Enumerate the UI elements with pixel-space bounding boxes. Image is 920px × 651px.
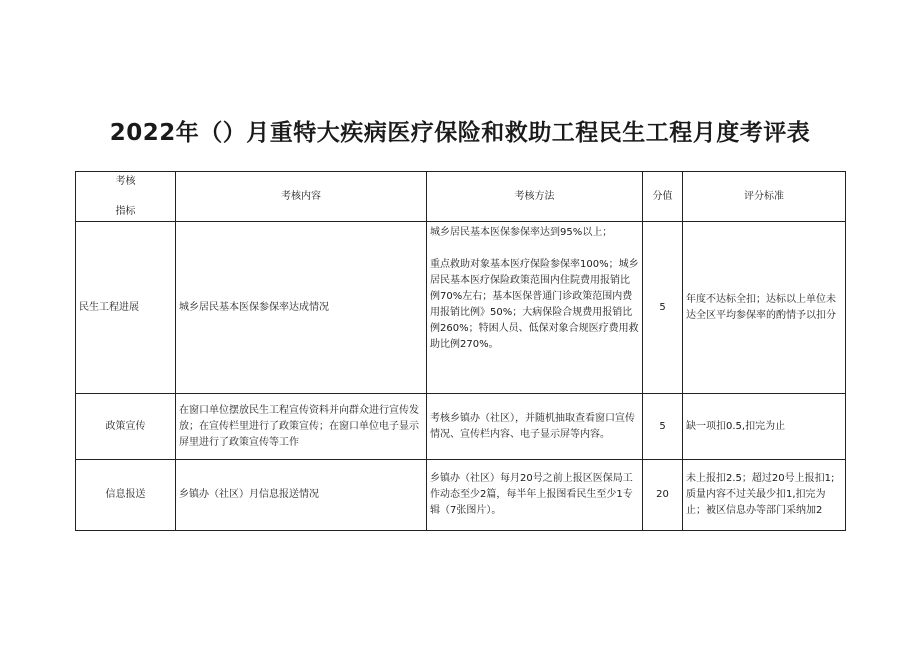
row-content: 城乡居民基本医保参保率达成情况 [176, 222, 427, 394]
header-method: 考核方法 [427, 172, 643, 222]
row-criteria: 年度不达标全扣；达标以上单位未达全区平均参保率的酌情予以扣分 [683, 222, 846, 394]
row-criteria: 未上报扣2.5；超过20号上报扣1;质量内容不过关最少扣1,扣完为止；被区信息办等部门采纳加2 [683, 460, 846, 531]
row-indicator: 民生工程进展 [76, 222, 176, 394]
row-method: 城乡居民基本医保参保率达到95%以上； 重点救助对象基本医疗保险参保率100%；城乡居民基本医疗保险政策范围内住院费用报销比例70%左右；基本医保普通门诊政策范围内费用报销比例》50%；大病保险合规费用报销比例260%；特困人员、低保对象合规医疗费用救助比例270%。 [427, 222, 643, 394]
table-row [76, 394, 846, 460]
row-indicator: 信息报送 [76, 460, 176, 531]
header-score: 分值 [643, 172, 683, 222]
row-content: 在窗口单位摆放民生工程宣传资料并向群众进行宣传发放；在宣传栏里进行了政策宣传；在窗口单位电子显示屏里进行了政策宣传等工作 [176, 394, 427, 460]
table-row [76, 460, 846, 531]
header-indicator-line1: 考核 [115, 175, 136, 187]
table-header-row [76, 172, 846, 222]
evaluation-table [75, 171, 846, 531]
row-content: 乡镇办（社区）月信息报送情况 [176, 460, 427, 531]
header-indicator-line2: 指标 [115, 205, 136, 217]
row-score: 5 [643, 222, 683, 394]
row-criteria: 缺一项扣0.5,扣完为止 [683, 394, 846, 460]
header-content: 考核内容 [176, 172, 427, 222]
row-method: 乡镇办（社区）每月20号之前上报区医保局工作动态至少2篇，每半年上报图看民生至少1专辑（7张图片）。 [427, 460, 643, 531]
page-title: 2022年（）月重特大疾病医疗保险和救助工程民生工程月度考评表 [109, 120, 811, 146]
row-score: 5 [643, 394, 683, 460]
table-row [76, 222, 846, 394]
row-score: 20 [643, 460, 683, 531]
header-criteria: 评分标准 [683, 172, 846, 222]
row-method: 考核乡镇办（社区），并随机抽取查看窗口宣传情况、宣传栏内容、电子显示屏等内容。 [427, 394, 643, 460]
header-indicator [76, 172, 176, 222]
row-indicator: 政策宣传 [76, 394, 176, 460]
